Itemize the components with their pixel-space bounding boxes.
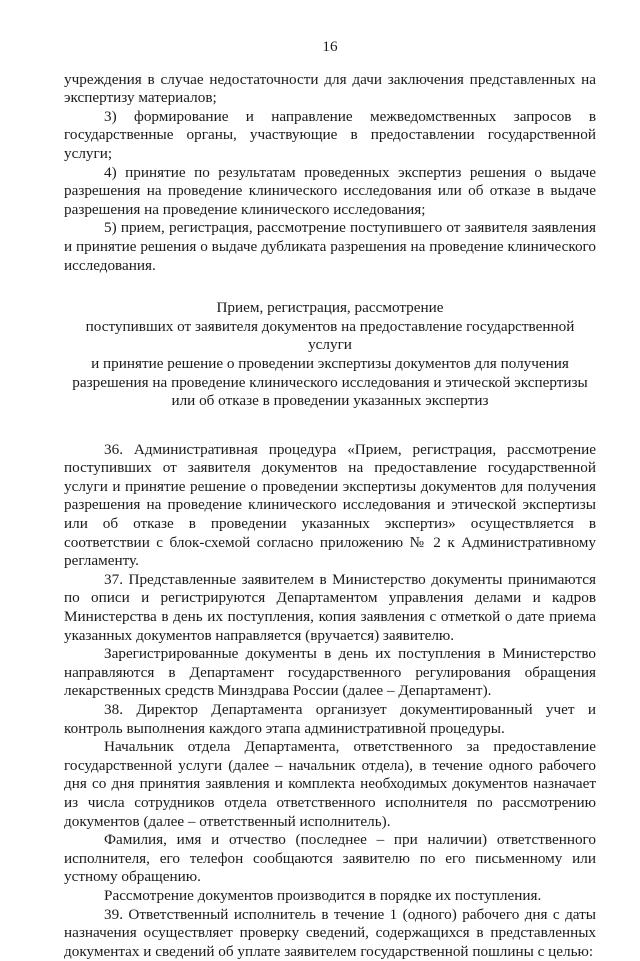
list-item-4: 4) принятие по результатам проведенных экспертиз решения о выдаче разрешения на проведение клинического исследования или об отказе в выдаче разрешения на проведение клинического исследования; — [64, 163, 596, 218]
paragraph-38: 38. Директор Департамента организует документированный учет и контроль выполнения каждого этапа административной процедуры. — [64, 701, 596, 737]
paragraph-36: 36. Административная процедура «Прием, регистрация, рассмотрение поступивших от заявителя документов на предоставление государственной услуги и принятие решение о проведении экспертизы документов для получения разрешения на проведение клинического исследования и этической экспертизы или об отказе в проведении указанных экспертиз» осуществляется в соответствии с блок-схемой согласно приложению № 2 к Административному регламенту. — [64, 440, 596, 570]
heading-line: и принятие решение о проведении экспертизы документов для получения — [91, 354, 569, 372]
paragraph-department-head: Начальник отдела Департамента, ответственного за предоставление государственной услуги (далее – начальник отдела), в течение одного рабочего дня со дня принятия заявления и комплекта необходимых документов назначает из числа сотрудников отдела ответственного исполнителя по рассмотрению документов (далее – ответственный исполнитель). — [64, 738, 596, 830]
heading-line: Прием, регистрация, рассмотрение — [216, 299, 444, 317]
paragraph-executor-contact: Фамилия, имя и отчество (последнее – при наличии) ответственного исполнителя, его телефон сообщаются заявителю по его письменному или устному обращению. — [64, 831, 596, 886]
list-item-3: 3) формирование и направление межведомственных запросов в государственные органы, участвующие в предоставлении государственной услуги; — [64, 107, 596, 162]
heading-line: или об отказе в проведении указанных экспертиз — [171, 392, 489, 410]
paragraph-review-order: Рассмотрение документов производится в порядке их поступления. — [104, 886, 542, 904]
intro-continuation: учреждения в случае недостаточности для дачи заключения представленных на экспертизу материалов; — [64, 70, 596, 107]
paragraph-37: 37. Представленные заявителем в Министерство документы принимаются по описи и регистрируются Департаментом управления делами и кадров Министерства в день их поступления, копия заявления с отметкой о дате приема указанных документов направляется (вручается) заявителю. — [64, 570, 596, 644]
section-heading — [64, 299, 596, 411]
heading-line: поступивших от заявителя документов на предоставление государственной услуги — [85, 317, 575, 354]
paragraph-registered-docs: Зарегистрированные документы в день их поступления в Министерство направляются в Департамент государственного регулирования обращения лекарственных средств Минздрава России (далее – Департамент). — [64, 645, 596, 700]
page-number: 16 — [322, 38, 338, 55]
paragraph-39: 39. Ответственный исполнитель в течение 1 (одного) рабочего дня с даты назначения осуществляет проверку сведений, содержащихся в представленных документах и сведений об уплате заявителем государственной пошлины с целью: — [64, 905, 596, 960]
heading-line: разрешения на проведение клинического исследования и этической экспертизы — [72, 373, 588, 391]
list-item-5: 5) прием, регистрация, рассмотрение поступившего от заявителя заявления и принятие решения о выдаче дубликата разрешения на проведение клинического исследования. — [64, 219, 596, 274]
